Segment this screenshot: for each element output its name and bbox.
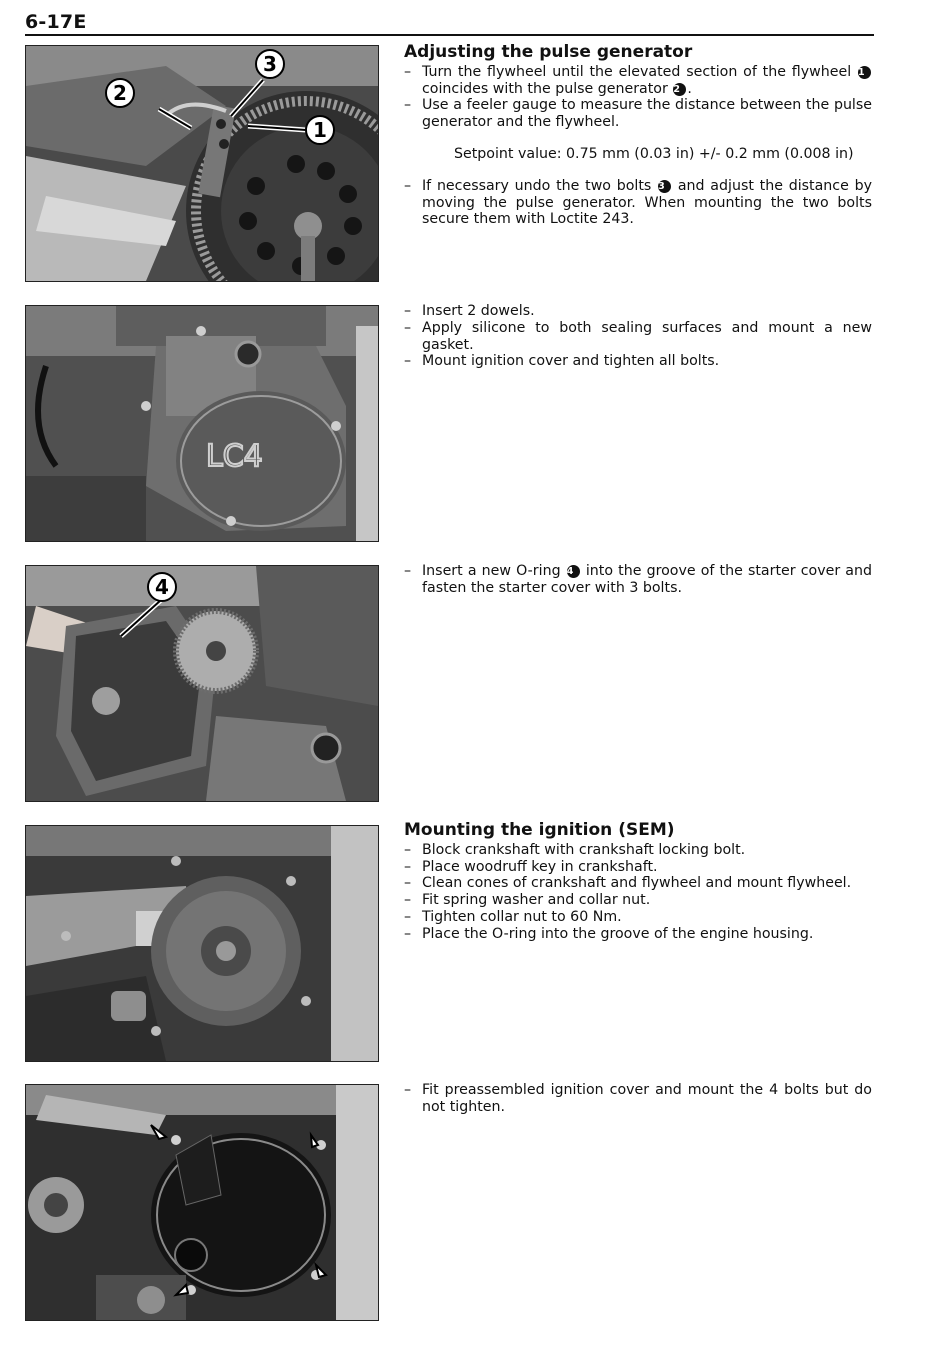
dash: – [404, 841, 412, 858]
photo-preassembled-cover [25, 1084, 379, 1321]
step-text: Mount ignition cover and tighten all bolts. [422, 353, 720, 370]
cover-logo: LC4 [206, 439, 263, 474]
ref-badge-2: 2 [673, 83, 686, 96]
svg-text:2: 2 [113, 81, 127, 105]
dash: – [404, 892, 412, 909]
list-item [404, 64, 872, 98]
dash: – [404, 319, 412, 336]
ref-badge-1: 1 [858, 66, 871, 79]
callout-1 [306, 116, 334, 144]
step-text: Apply silicone to both sealing surfaces and mount a new gasket. [422, 319, 872, 353]
step-list [404, 563, 872, 597]
dash: – [404, 97, 412, 114]
list-item [404, 842, 872, 859]
svg-text:1: 1 [313, 118, 327, 142]
list-item [404, 859, 872, 876]
step-text: Clean cones of crankshaft and flywheel and mount flywheel. [422, 875, 852, 892]
step-text: Block crankshaft with crankshaft locking bolt. [422, 841, 746, 858]
step-text: Insert 2 dowels. [422, 303, 535, 319]
list-item [404, 563, 872, 597]
step-text: Place the O-ring into the groove of the engine housing. [422, 925, 814, 942]
text-ignition-cover [404, 303, 872, 370]
step-text: coincides with the pulse generator [422, 80, 673, 97]
list-item [404, 97, 872, 131]
step-text: Insert a new O-ring [422, 563, 566, 579]
text-starter-cover [404, 563, 872, 597]
callout-2 [106, 79, 134, 107]
step-text: If necessary undo the two bolts [422, 177, 652, 194]
list-item [404, 926, 872, 943]
step-text: and adjust the distance by moving the pulse generator. When mounting the two bolts secure them with Loctite 243. [422, 177, 872, 228]
dash: – [404, 177, 412, 194]
step-text: into the groove of the starter cover and fasten the starter cover with 3 bolts. [422, 563, 872, 596]
heading-pulse-generator: Adjusting the pulse generator [404, 42, 693, 62]
step-list [404, 178, 872, 228]
photo-pulse-generator [25, 45, 379, 282]
list-item [404, 353, 872, 370]
photo-mounting-ignition [25, 825, 379, 1062]
step-list [404, 303, 872, 370]
callout-4 [148, 573, 176, 601]
step-list [404, 64, 872, 131]
dash: – [404, 353, 412, 370]
list-item [404, 892, 872, 909]
step-text: Use a feeler gauge to measure the distance between the pulse generator and the flywheel. [422, 97, 872, 131]
heading-mounting-ignition: Mounting the ignition (SEM) [404, 820, 675, 840]
step-text: Fit spring washer and collar nut. [422, 892, 651, 909]
photo-starter-cover [25, 565, 379, 802]
ref-badge-3: 3 [658, 180, 671, 193]
page-number: 6-17E [25, 11, 87, 33]
step-text: . [687, 80, 692, 97]
dash: – [404, 875, 412, 892]
svg-text:4: 4 [155, 575, 169, 599]
step-text: Tighten collar nut to 60 Nm. [422, 908, 622, 925]
dash: – [404, 858, 412, 875]
callout-3 [256, 50, 284, 78]
step-text: Turn the flywheel until the elevated section of the flywheel [422, 63, 852, 80]
dash: – [404, 303, 412, 319]
list-item [404, 303, 872, 320]
dash: – [404, 908, 412, 925]
photo-ignition-cover [25, 305, 379, 542]
step-list [404, 1082, 872, 1116]
dash: – [404, 1082, 412, 1098]
list-item [404, 909, 872, 926]
list-item [404, 178, 872, 228]
step-list [404, 842, 872, 943]
text-mounting-ignition [404, 822, 872, 943]
step-text: Place woodruff key in crankshaft. [422, 858, 658, 875]
dash: – [404, 563, 412, 579]
list-item [404, 320, 872, 354]
list-item [404, 875, 872, 892]
header-rule [25, 34, 874, 36]
list-item [404, 1082, 872, 1116]
dash: – [404, 63, 412, 80]
text-pulse-generator [404, 44, 872, 228]
svg-text:3: 3 [263, 52, 277, 76]
dash: – [404, 925, 412, 942]
ref-badge-4: 4 [567, 565, 580, 578]
text-preassembled-cover [404, 1082, 872, 1116]
step-text: Fit preassembled ignition cover and mount the 4 bolts but do not tighten. [422, 1082, 872, 1115]
setpoint-value: Setpoint value: 0.75 mm (0.03 in) +/- 0.2 mm (0.008 in) [454, 145, 854, 162]
